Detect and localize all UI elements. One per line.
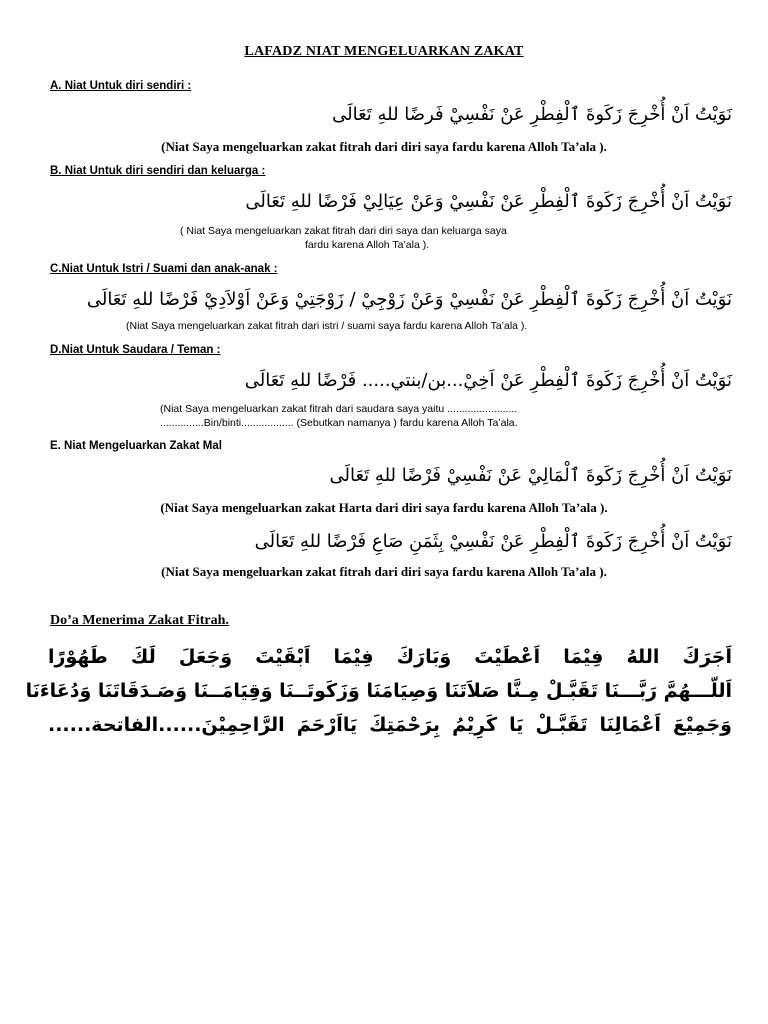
document-title: LAFADZ NIAT MENGELUARKAN ZAKAT bbox=[244, 44, 524, 59]
doa-line-1: اَجَرَكَ اللهُ فِيْمَا اَعْطَيْتَ وَبَارَكَ فِيْمَا اَبْقَيْتَ وَجَعَلَ لَكَ طَهُوْرًا bbox=[48, 646, 732, 668]
section-b-heading: B. Niat Untuk diri sendiri dan keluarga : bbox=[50, 165, 266, 177]
doa-line-2: اَللّـــهُمَّ رَبَّـــنَا تَقَبَّـلْ مِـنَّا صَلاَتَنَا وَصِيَامَنَا وَزَكَوتَــنَا وَقِيَامَــنَا وَصَـدَقَاتَنَا وَدُعَاءَنَا bbox=[25, 680, 732, 702]
section-a-arabic: نَوَيْتُ اَنْ أُخْرِجَ زَكَوةَ ٱلْفِطْرِ عَنْ نَفْسِيْ فَرضًا للهِ تَعَالَى bbox=[332, 104, 732, 125]
section-c-heading: C.Niat Untuk Istri / Suami dan anak-anak : bbox=[50, 263, 278, 275]
section-e-arabic: نَوَيْتُ اَنْ أُخْرِجَ زَكَوةَ ٱلْمَالِيْ عَنْ نَفْسِيْ فَرْضًا للهِ تَعَالَى bbox=[329, 465, 732, 486]
section-e-arabic-2: نَوَيْتُ اَنْ أُخْرِجَ زَكَوةَ ٱلْفِطْرِ عَنْ نَفْسِيْ بِثَمَنِ صَاعِ فَرْضًا للهِ تَعَالَى bbox=[254, 531, 732, 552]
section-e-translation: (Niat Saya mengeluarkan zakat Harta dari diri saya fardu karena Alloh Ta’ala ). bbox=[160, 500, 608, 515]
section-b-translation-line-1: ( Niat Saya mengeluarkan zakat fitrah dari diri saya dan keluarga saya bbox=[180, 225, 507, 237]
section-b-translation-line-2: fardu karena Alloh Ta’ala ). bbox=[305, 239, 430, 251]
doa-heading: Do’a Menerima Zakat Fitrah. bbox=[50, 613, 229, 628]
section-c-translation: (Niat Saya mengeluarkan zakat fitrah dari istri / suami saya fardu karena Alloh Ta’ala ). bbox=[126, 320, 528, 332]
section-d-heading: D.Niat Untuk Saudara / Teman : bbox=[50, 344, 221, 356]
section-e-heading: E. Niat Mengeluarkan Zakat Mal bbox=[50, 440, 222, 452]
section-b-arabic: نَوَيْتُ اَنْ أُخْرِجَ زَكَوةَ ٱلْفِطْرِ عَنْ نَفْسِيْ وَعَنْ عِيَالِيْ فَرْضًا للهِ تَعَالَى bbox=[245, 191, 732, 212]
section-a-translation: (Niat Saya mengeluarkan zakat fitrah dari diri saya fardu karena Alloh Ta’ala ). bbox=[161, 139, 607, 154]
section-e-translation-2: (Niat Saya mengeluarkan zakat fitrah dari diri saya fardu karena Alloh Ta’ala ). bbox=[161, 564, 607, 579]
section-d-translation-line-1: (Niat Saya mengeluarkan zakat fitrah dari saudara saya yaitu ........................ bbox=[160, 403, 518, 415]
section-d-translation-line-2: ...............Bin/binti.................. (Sebutkan namanya ) fardu karena Alloh Ta’ala. bbox=[160, 417, 518, 429]
section-d-arabic: نَوَيْتُ اَنْ أُخْرِجَ زَكَوةَ ٱلْفِطْرِ عَنْ اَخِيْ...بن/بنتي..... فَرْضًا للهِ تَعَالَى bbox=[244, 370, 732, 391]
section-a-heading: A. Niat Untuk diri sendiri : bbox=[50, 80, 192, 92]
section-c-arabic: نَوَيْتُ اَنْ أُخْرِجَ زَكَوةَ ٱلْفِطْرِ عَنْ نَفْسِيْ وَعَنْ زَوْجِيْ / زَوْجَتِيْ وَعَنْ اَوْلاَدِيْ فَرْضًا للهِ تَعَالَى bbox=[86, 289, 732, 310]
doa-line-3: وَجَمِيْعَ اَعْمَالِنَا تَقَبَّـلْ يَا كَرِيْمُ بِرَحْمَتِكَ يَااَرْحَمَ الرَّاحِمِيْنَ......الفاتحة...... bbox=[48, 714, 732, 736]
